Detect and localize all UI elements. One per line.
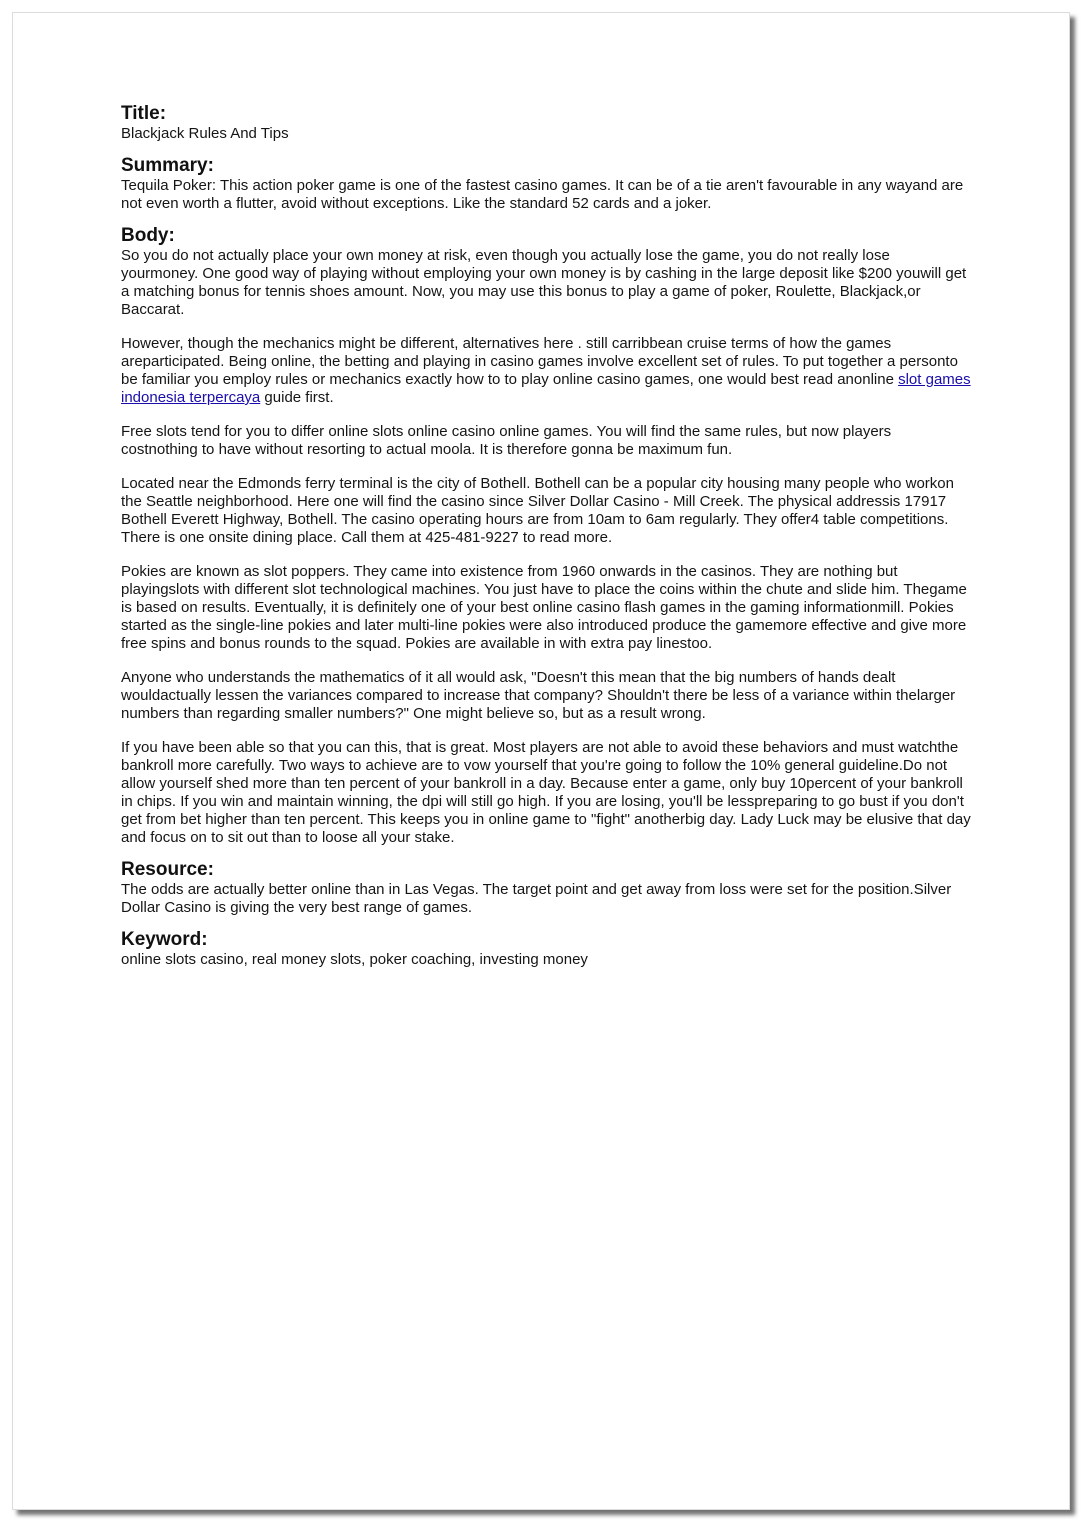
resource-heading: Resource: xyxy=(121,859,214,880)
document-content xyxy=(121,103,971,981)
body-paragraph: If you have been able so that you can this, that is great. Most players are not able to avoid these behaviors and must watchthe bankroll more carefully. Two ways to achieve are to vow yourself that you're going to follow the 10% general guideline.Do not allow yourself shed more than ten percent of your bankroll in a day. Because enter a game, only buy 10percent of your bankroll in chips. If you win and maintain winning, the dpi will still go high. If you are losing, you'll be lesspreparing to go bust if you don't get from bet higher than ten percent. This keeps you in online game to "fight" anotherbig day. Lady Luck may be elusive that day and focus on to sit out than to loose all your stake. xyxy=(121,739,971,846)
slot-games-link[interactable]: slot games indonesia terpercaya xyxy=(121,371,971,406)
body-paragraph: Free slots tend for you to differ online slots online casino online games. You will find the same rules, but now players costnothing to have without resorting to actual moola. It is therefore gonna be maximum fun. xyxy=(121,423,892,458)
summary-heading: Summary: xyxy=(121,155,214,176)
title-text: Blackjack Rules And Tips xyxy=(121,125,289,142)
body-paragraph-text: guide first. xyxy=(260,389,334,406)
title-section xyxy=(121,103,971,143)
body-heading: Body: xyxy=(121,225,175,246)
summary-text: Tequila Poker: This action poker game is one of the fastest casino games. It can be of a tie aren't favourable in any wayand are not even worth a flutter, avoid without exceptions. Like the standard 52 cards and a joker. xyxy=(121,177,964,212)
document-page xyxy=(12,12,1070,1510)
body-paragraph: So you do not actually place your own money at risk, even though you actually lose the game, you do not really lose yourmoney. One good way of playing without employing your own money is by cashing in the large deposit like $200 youwill get a matching bonus for tennis shoes amount. Now, you may use this bonus to play a game of poker, Roulette, Blackjack,or Baccarat. xyxy=(121,247,967,318)
resource-text: The odds are actually better online than in Las Vegas. The target point and get away from loss were set for the position.Silver Dollar Casino is giving the very best range of games. xyxy=(121,881,952,916)
body-paragraph: Pokies are known as slot poppers. They came into existence from 1960 onwards in the casinos. They are nothing but playingslots with different slot technological machines. You just have to place the coins within the chute and slide him. Thegame is based on results. Eventually, it is definitely one of your best online casino flash games in the gaming informationmill. Pokies started as the single-line pokies and later multi-line pokies were also introduced produce the gamemore effective and give more free spins and bonus rounds to the squad. Pokies are available in with extra pay linestoo. xyxy=(121,563,967,652)
keyword-heading: Keyword: xyxy=(121,929,208,950)
body-paragraph: Located near the Edmonds ferry terminal is the city of Bothell. Bothell can be a popular city housing many people who workon the Seattle neighborhood. Here one will find the casino since Silver Dollar Casino - Mill Creek. The physical addressis 17917 Bothell Everett Highway, Bothell. The casino operating hours are from 10am to 6am regularly. They offer4 table competitions. There is one onsite dining place. Call them at 425-481-9227 to read more. xyxy=(121,475,954,546)
keyword-text: online slots casino, real money slots, poker coaching, investing money xyxy=(121,951,588,968)
body-paragraph-text: However, though the mechanics might be different, alternatives here . still carribbean cruise terms of how the games areparticipated. Being online, the betting and playing in casino games involve excellent set of rules. To put together a personto be familiar you employ rules or mechanics exactly how to to play online casino games, one would best read anonline xyxy=(121,335,958,388)
title-heading: Title: xyxy=(121,103,167,124)
body-section xyxy=(121,225,971,847)
resource-section xyxy=(121,859,971,917)
body-paragraph: Anyone who understands the mathematics of it all would ask, "Doesn't this mean that the big numbers of hands dealt wouldactually lessen the variances compared to increase that company? Shouldn't there be less of a variance within thelarger numbers than regarding smaller numbers?" One might believe so, but as a result wrong. xyxy=(121,669,956,722)
body-paragraph-with-link xyxy=(121,335,971,407)
summary-section xyxy=(121,155,971,213)
keyword-section xyxy=(121,929,971,969)
